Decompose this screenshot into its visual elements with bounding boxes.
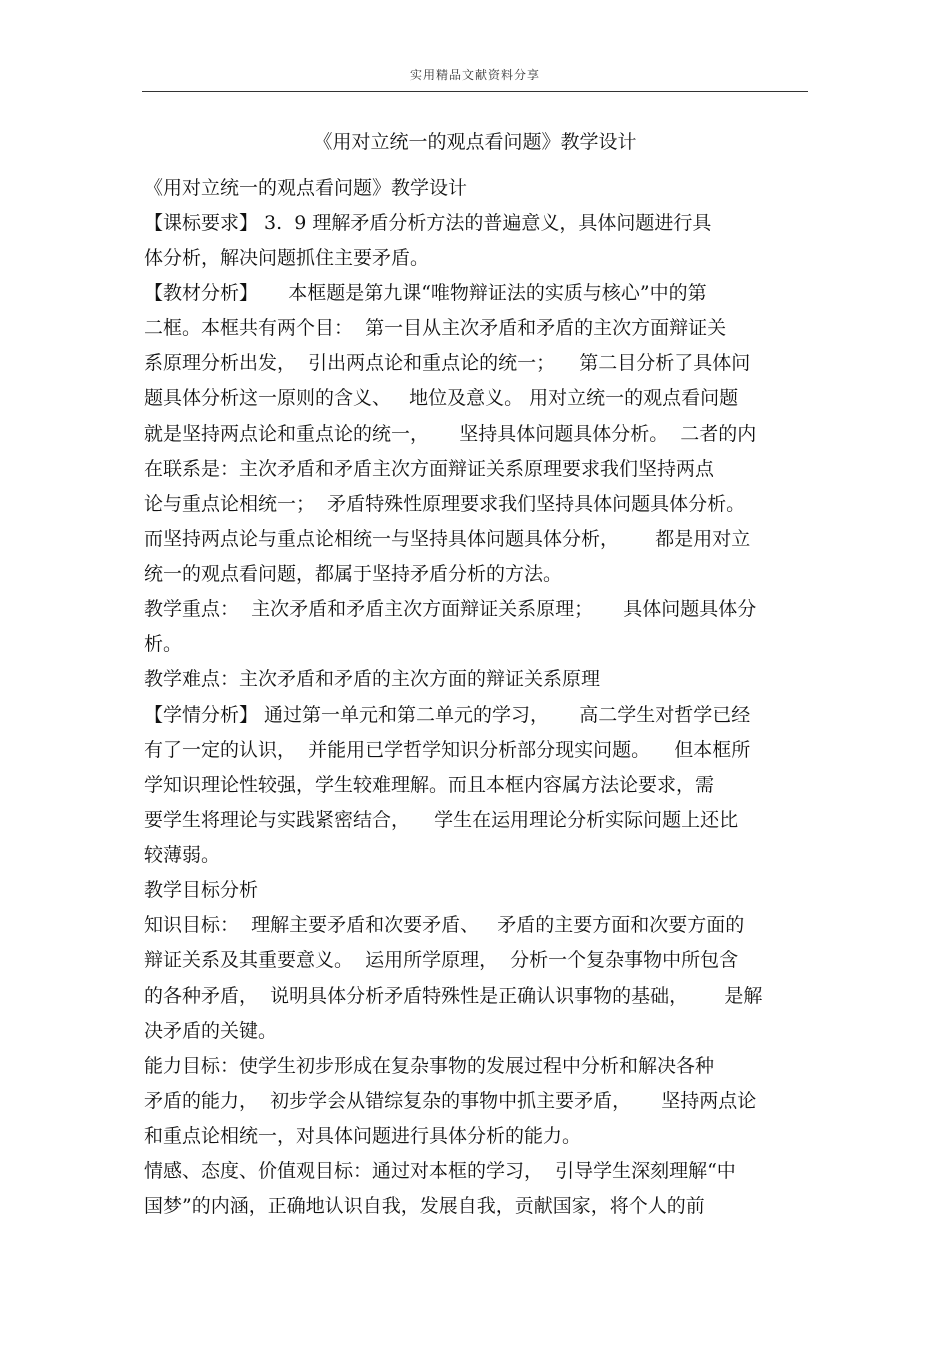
body-line: 的各种矛盾， 说明具体分析矛盾特殊性是正确认识事物的基础， 是解 [144,985,763,1007]
body-line: 学知识理论性较强，学生较难理解。而且本框内容属方法论要求，需 [144,774,715,796]
body-line: 系原理分析出发， 引出两点论和重点论的统一； 第二目分析了具体问 [144,352,751,374]
body-line: 较薄弱。 [144,844,221,866]
body-line: 矛盾的能力， 初步学会从错综复杂的事物中抓主要矛盾， 坚持两点论 [144,1090,757,1112]
body-line: 有了一定的认识， 并能用已学哲学知识分析部分现实问题。 但本框所 [144,739,751,761]
body-line: 《用对立统一的观点看问题》教学设计 [144,177,468,199]
body-line: 国梦”的内涵，正确地认识自我，发展自我，贡献国家，将个人的前 [144,1195,705,1217]
body-line: 教学重点： 主次矛盾和矛盾主次方面辩证关系原理； 具体问题具体分 [144,598,757,620]
body-line: 情感、态度、价值观目标：通过对本框的学习， 引导学生深刻理解“中 [144,1160,736,1182]
body-line: 知识目标： 理解主要矛盾和次要矛盾、 矛盾的主要方面和次要方面的 [144,914,745,936]
header-divider [142,91,808,92]
body-line: 析。 [144,633,183,655]
document-title: 《用对立统一的观点看问题》教学设计 [313,131,637,153]
body-line: 就是坚持两点论和重点论的统一， 坚持具体问题具体分析。 二者的内 [144,423,757,445]
body-line: 统一的观点看问题，都属于坚持矛盾分析的方法。 [144,563,563,585]
body-line: 【课标要求】 3. 9 理解矛盾分析方法的普遍意义，具体问题进行具 [144,212,712,234]
body-line: 体分析，解决问题抓住主要矛盾。 [144,247,430,269]
body-line: 论与重点论相统一； 矛盾特殊性原理要求我们坚持具体问题具体分析。 [144,493,746,515]
body-line: 【教材分析】 本框题是第九课“唯物辩证法的实质与核心”中的第 [144,282,707,304]
body-line: 和重点论相统一，对具体问题进行具体分析的能力。 [144,1125,582,1147]
body-line: 要学生将理论与实践紧密结合， 学生在运用理论分析实际问题上还比 [144,809,739,831]
body-line: 决矛盾的关键。 [144,1020,278,1042]
body-line: 而坚持两点论与重点论相统一与坚持具体问题具体分析， 都是用对立 [144,528,751,550]
page-header: 实用精品文献资料分享 [409,68,540,82]
body-line: 教学难点：主次矛盾和矛盾的主次方面的辩证关系原理 [144,668,601,690]
body-line: 能力目标：使学生初步形成在复杂事物的发展过程中分析和解决各种 [144,1055,715,1077]
body-line: 教学目标分析 [144,879,259,901]
body-line: 题具体分析这一原则的含义、 地位及意义。 用对立统一的观点看问题 [144,387,739,409]
body-line: 【学情分析】 通过第一单元和第二单元的学习， 高二学生对哲学已经 [144,704,751,726]
body-line: 二框。本框共有两个目： 第一目从主次矛盾和矛盾的主次方面辩证关 [144,317,727,339]
body-line: 在联系是：主次矛盾和矛盾主次方面辩证关系原理要求我们坚持两点 [144,458,715,480]
body-line: 辩证关系及其重要意义。 运用所学原理， 分析一个复杂事物中所包含 [144,949,739,971]
